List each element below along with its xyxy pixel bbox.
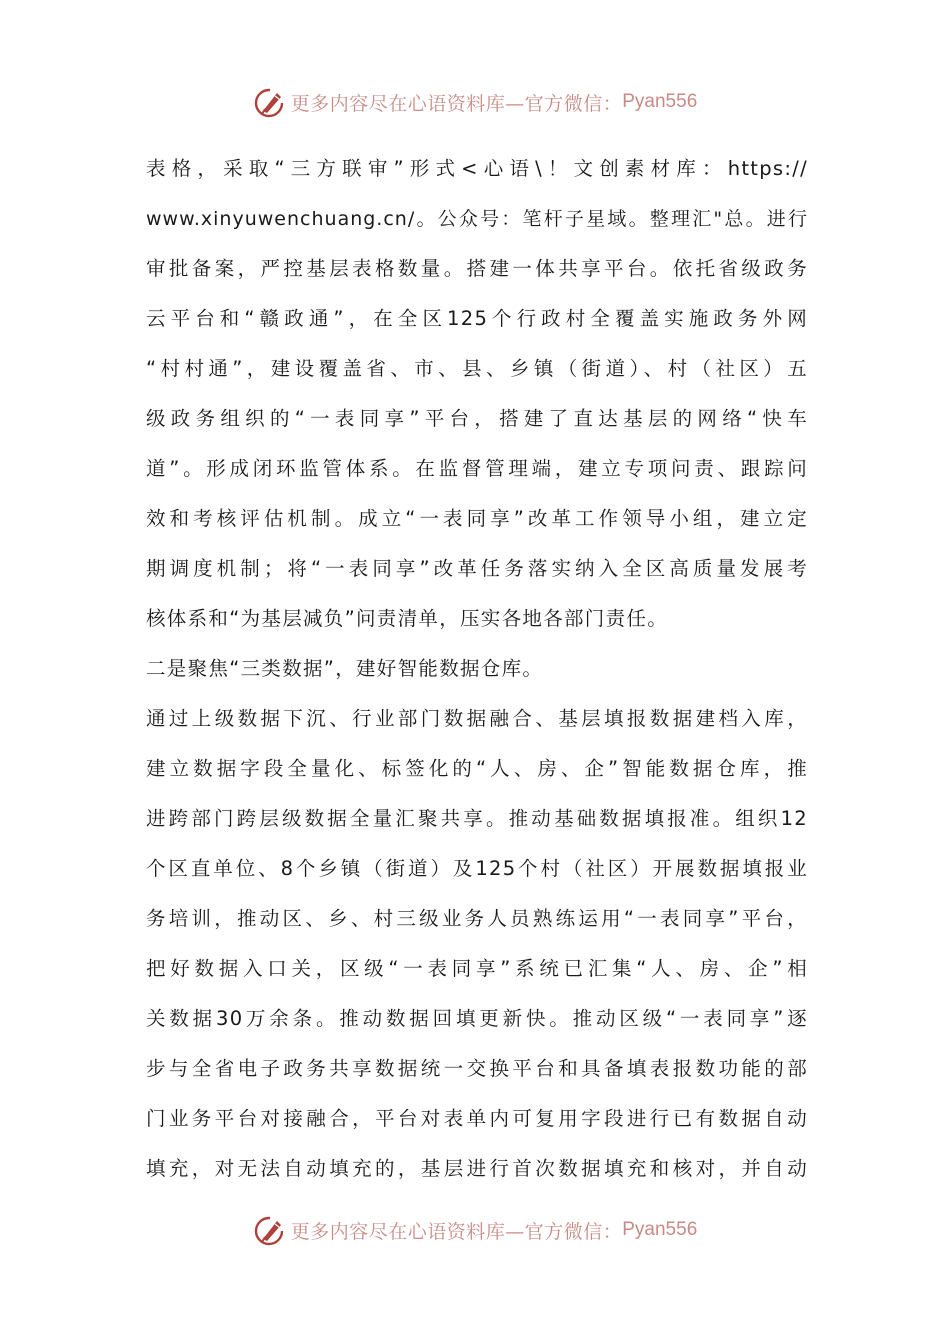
body-line: 建立数据字段全量化、标签化的“人、房、企”智能数据仓库，推 [146, 757, 808, 780]
footer-wechat-id: Pyan556 [622, 1219, 698, 1240]
footer-banner-text: 更多内容尽在心语资料库—官方微信： [290, 1220, 623, 1243]
body-line: www.xinyuwenchuang.cn/。公众号：笔杆子星域。整理汇"总。进行 [146, 208, 808, 230]
body-line: “村村通”，建设覆盖省、市、县、乡镇（街道）、村（社区）五 [146, 357, 808, 380]
body-line: 务培训，推动区、乡、村三级业务人员熟练运用“一表同享”平台， [146, 907, 808, 930]
pen-nib-circle-logo-icon [253, 85, 287, 119]
footer-banner [0, 1210, 950, 1250]
header-banner [0, 82, 950, 122]
body-line: 期调度机制；将“一表同享”改革任务落实纳入全区高质量发展考 [146, 557, 808, 580]
body-line: 步与全省电子政务共享数据统一交换平台和具备填表报数功能的部 [146, 1057, 808, 1080]
body-line: 级政务组织的“一表同享”平台，搭建了直达基层的网络“快车 [146, 407, 808, 430]
body-line: 审批备案，严控基层表格数量。搭建一体共享平台。依托省级政务 [146, 257, 808, 280]
body-line: 填充，对无法自动填充的，基层进行首次数据填充和核对，并自动 [146, 1157, 808, 1180]
header-banner-text: 更多内容尽在心语资料库—官方微信： [290, 92, 623, 115]
body-line: 进跨部门跨层级数据全量汇聚共享。推动基础数据填报准。组织12 [146, 807, 808, 830]
body-line: 关数据30万余条。推动数据回填更新快。推动区级“一表同享”逐 [146, 1007, 808, 1030]
body-line: 个区直单位、8个乡镇（街道）及125个村（社区）开展数据填报业 [146, 857, 808, 880]
body-line: 门业务平台对接融合，平台对表单内可复用字段进行已有数据自动 [146, 1107, 808, 1130]
body-line: 通过上级数据下沉、行业部门数据融合、基层填报数据建档入库， [146, 707, 808, 730]
body-line: 核体系和“为基层减负”问责清单，压实各地各部门责任。 [146, 607, 669, 630]
body-line: 云平台和“赣政通”，在全区125个行政村全覆盖实施政务外网 [146, 307, 808, 330]
section-heading: 二是聚焦“三类数据”，建好智能数据仓库。 [146, 657, 544, 680]
body-line: 表格，采取“三方联审”形式<心语\！文创素材库：https:// [146, 157, 808, 180]
body-line: 效和考核评估机制。成立“一表同享”改革工作领导小组，建立定 [146, 507, 808, 530]
pen-nib-circle-logo-icon [253, 1213, 287, 1247]
document-body [146, 150, 808, 1200]
body-line: 把好数据入口关，区级“一表同享”系统已汇集“人、房、企”相 [146, 957, 808, 980]
header-wechat-id: Pyan556 [622, 91, 698, 112]
body-line: 道”。形成闭环监管体系。在监督管理端，建立专项问责、跟踪问 [146, 457, 808, 480]
